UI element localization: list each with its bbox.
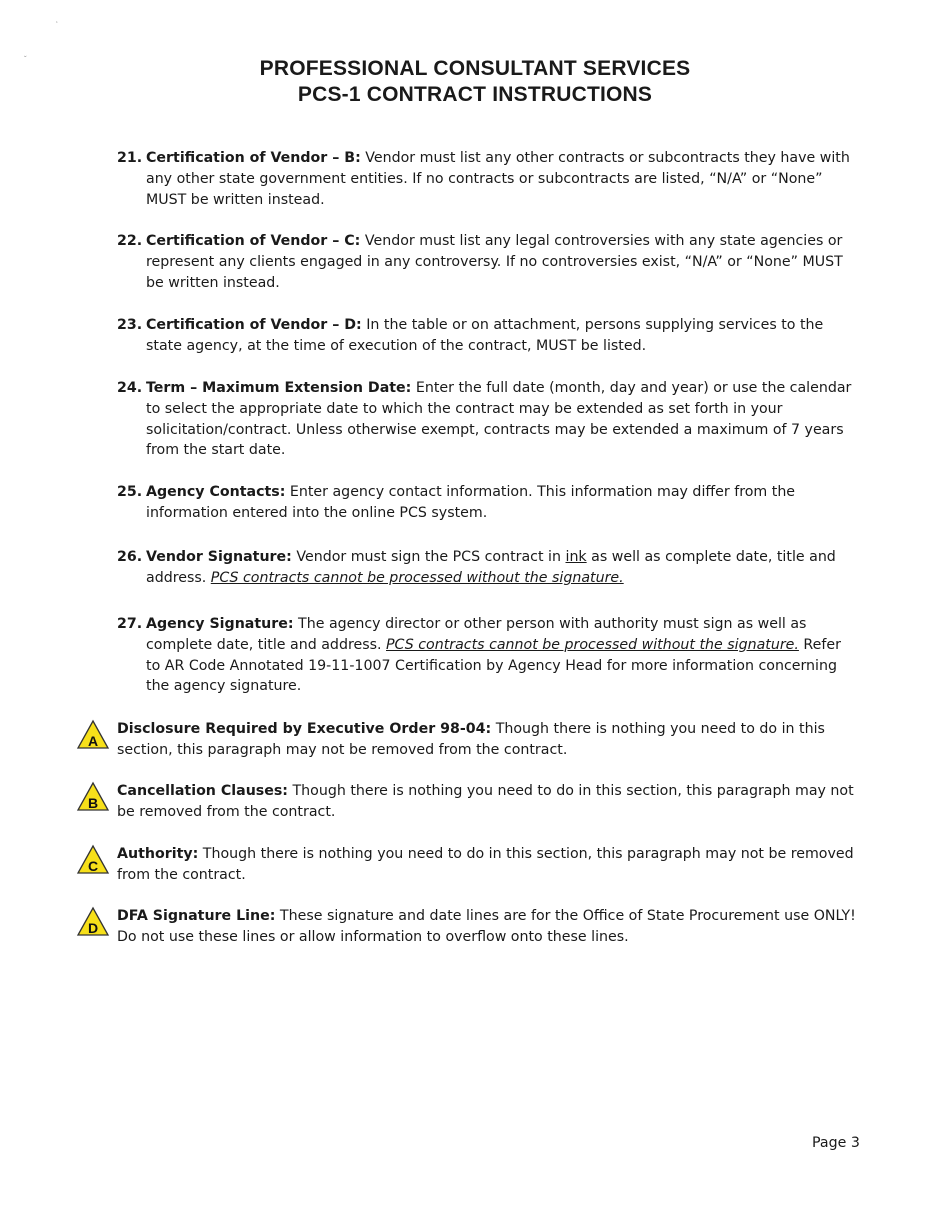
note-text: Though there is nothing you need to do in this section, this paragraph may not be removed from the contract. <box>117 846 854 883</box>
item-heading: Agency Signature: <box>146 616 294 632</box>
note-d <box>87 906 862 948</box>
signature-warning: PCS contracts cannot be processed without the signature. <box>210 569 624 586</box>
signature-warning: PCS contracts cannot be processed without the signature. <box>386 636 799 653</box>
scan-speck: ˇ <box>24 55 27 64</box>
item-text: as well as complete date, title and address. <box>146 549 836 586</box>
note-text: Though there is nothing you need to do in this section, this paragraph may not be removed from the contract. <box>117 783 854 820</box>
item-text: Enter the full date (month, day and year) or use the calendar to select the appropriate date to which the contract may be extended as set forth in your solicitation/contract. Unless otherwise exempt, contracts may be extended a maximum of 7 years from the start date. <box>146 380 852 459</box>
item-heading: Vendor Signature: <box>146 549 292 565</box>
page-title <box>0 56 950 108</box>
warning-triangle-icon <box>76 906 110 937</box>
item-number: 25. <box>117 484 143 500</box>
scan-speck: ‘ <box>56 20 58 29</box>
warning-triangle-icon <box>76 781 110 812</box>
ink-emphasis: ink <box>565 549 587 565</box>
item-number: 21. <box>117 150 143 166</box>
badge-letter: C <box>87 858 99 874</box>
badge-letter: D <box>87 920 99 936</box>
instruction-item-23 <box>117 315 857 357</box>
note-heading: Disclosure Required by Executive Order 98-04: <box>117 721 492 737</box>
instruction-item-21 <box>117 148 857 210</box>
title-line-2: PCS-1 CONTRACT INSTRUCTIONS <box>297 83 653 106</box>
note-heading: DFA Signature Line: <box>117 908 276 924</box>
note-heading: Cancellation Clauses: <box>117 783 288 799</box>
warning-triangle-icon <box>76 719 110 750</box>
item-number: 26. <box>117 549 143 565</box>
item-text: Vendor must list any other contracts or subcontracts they have with any other state government entities. If no contracts or subcontracts are listed, “N/A” or “None” MUST be written instead. <box>146 150 850 208</box>
instruction-item-25 <box>117 482 857 524</box>
item-heading: Certification of Vendor – D: <box>146 317 362 333</box>
instruction-item-27 <box>117 614 857 697</box>
item-number: 22. <box>117 233 143 249</box>
item-heading: Agency Contacts: <box>146 484 286 500</box>
item-number: 27. <box>117 616 143 632</box>
note-text: Though there is nothing you need to do in this section, this paragraph may not be removed from the contract. <box>117 721 825 758</box>
item-heading: Term – Maximum Extension Date: <box>146 380 412 396</box>
item-text: Vendor must list any legal controversies with any state agencies or represent any clients engaged in any controversy. If no controversies exist, “N/A” or “None” MUST be written instead. <box>146 233 843 291</box>
item-text: Vendor must sign the PCS contract in <box>291 549 566 565</box>
title-line-1: PROFESSIONAL CONSULTANT SERVICES <box>259 57 691 80</box>
note-b <box>87 781 862 823</box>
item-text: Refer to AR Code Annotated 19-11-1007 Certification by Agency Head for more information concerning the agency signature. <box>146 636 841 695</box>
item-heading: Certification of Vendor – B: <box>146 150 361 166</box>
item-text: Enter agency contact information. This information may differ from the information entered into the online PCS system. <box>146 484 796 521</box>
item-text: The agency director or other person with authority must sign as well as complete date, title and address. <box>146 616 807 653</box>
badge-letter: A <box>87 733 99 749</box>
note-heading: Authority: <box>117 846 199 862</box>
item-text: In the table or on attachment, persons supplying services to the state agency, at the time of execution of the contract, MUST be listed. <box>146 317 824 354</box>
item-heading: Certification of Vendor – C: <box>146 233 361 249</box>
page-number: Page 3 <box>812 1135 860 1151</box>
instruction-item-26 <box>117 547 857 589</box>
note-c <box>87 844 862 886</box>
item-number: 24. <box>117 380 143 396</box>
instruction-item-24 <box>117 378 857 461</box>
note-a <box>87 719 862 761</box>
warning-triangle-icon <box>76 844 110 875</box>
item-number: 23. <box>117 317 143 333</box>
note-text: These signature and date lines are for the Office of State Procurement use ONLY! Do not use these lines or allow information to overflow onto these lines. <box>117 908 856 945</box>
badge-letter: B <box>87 795 99 811</box>
instruction-item-22 <box>117 231 857 293</box>
